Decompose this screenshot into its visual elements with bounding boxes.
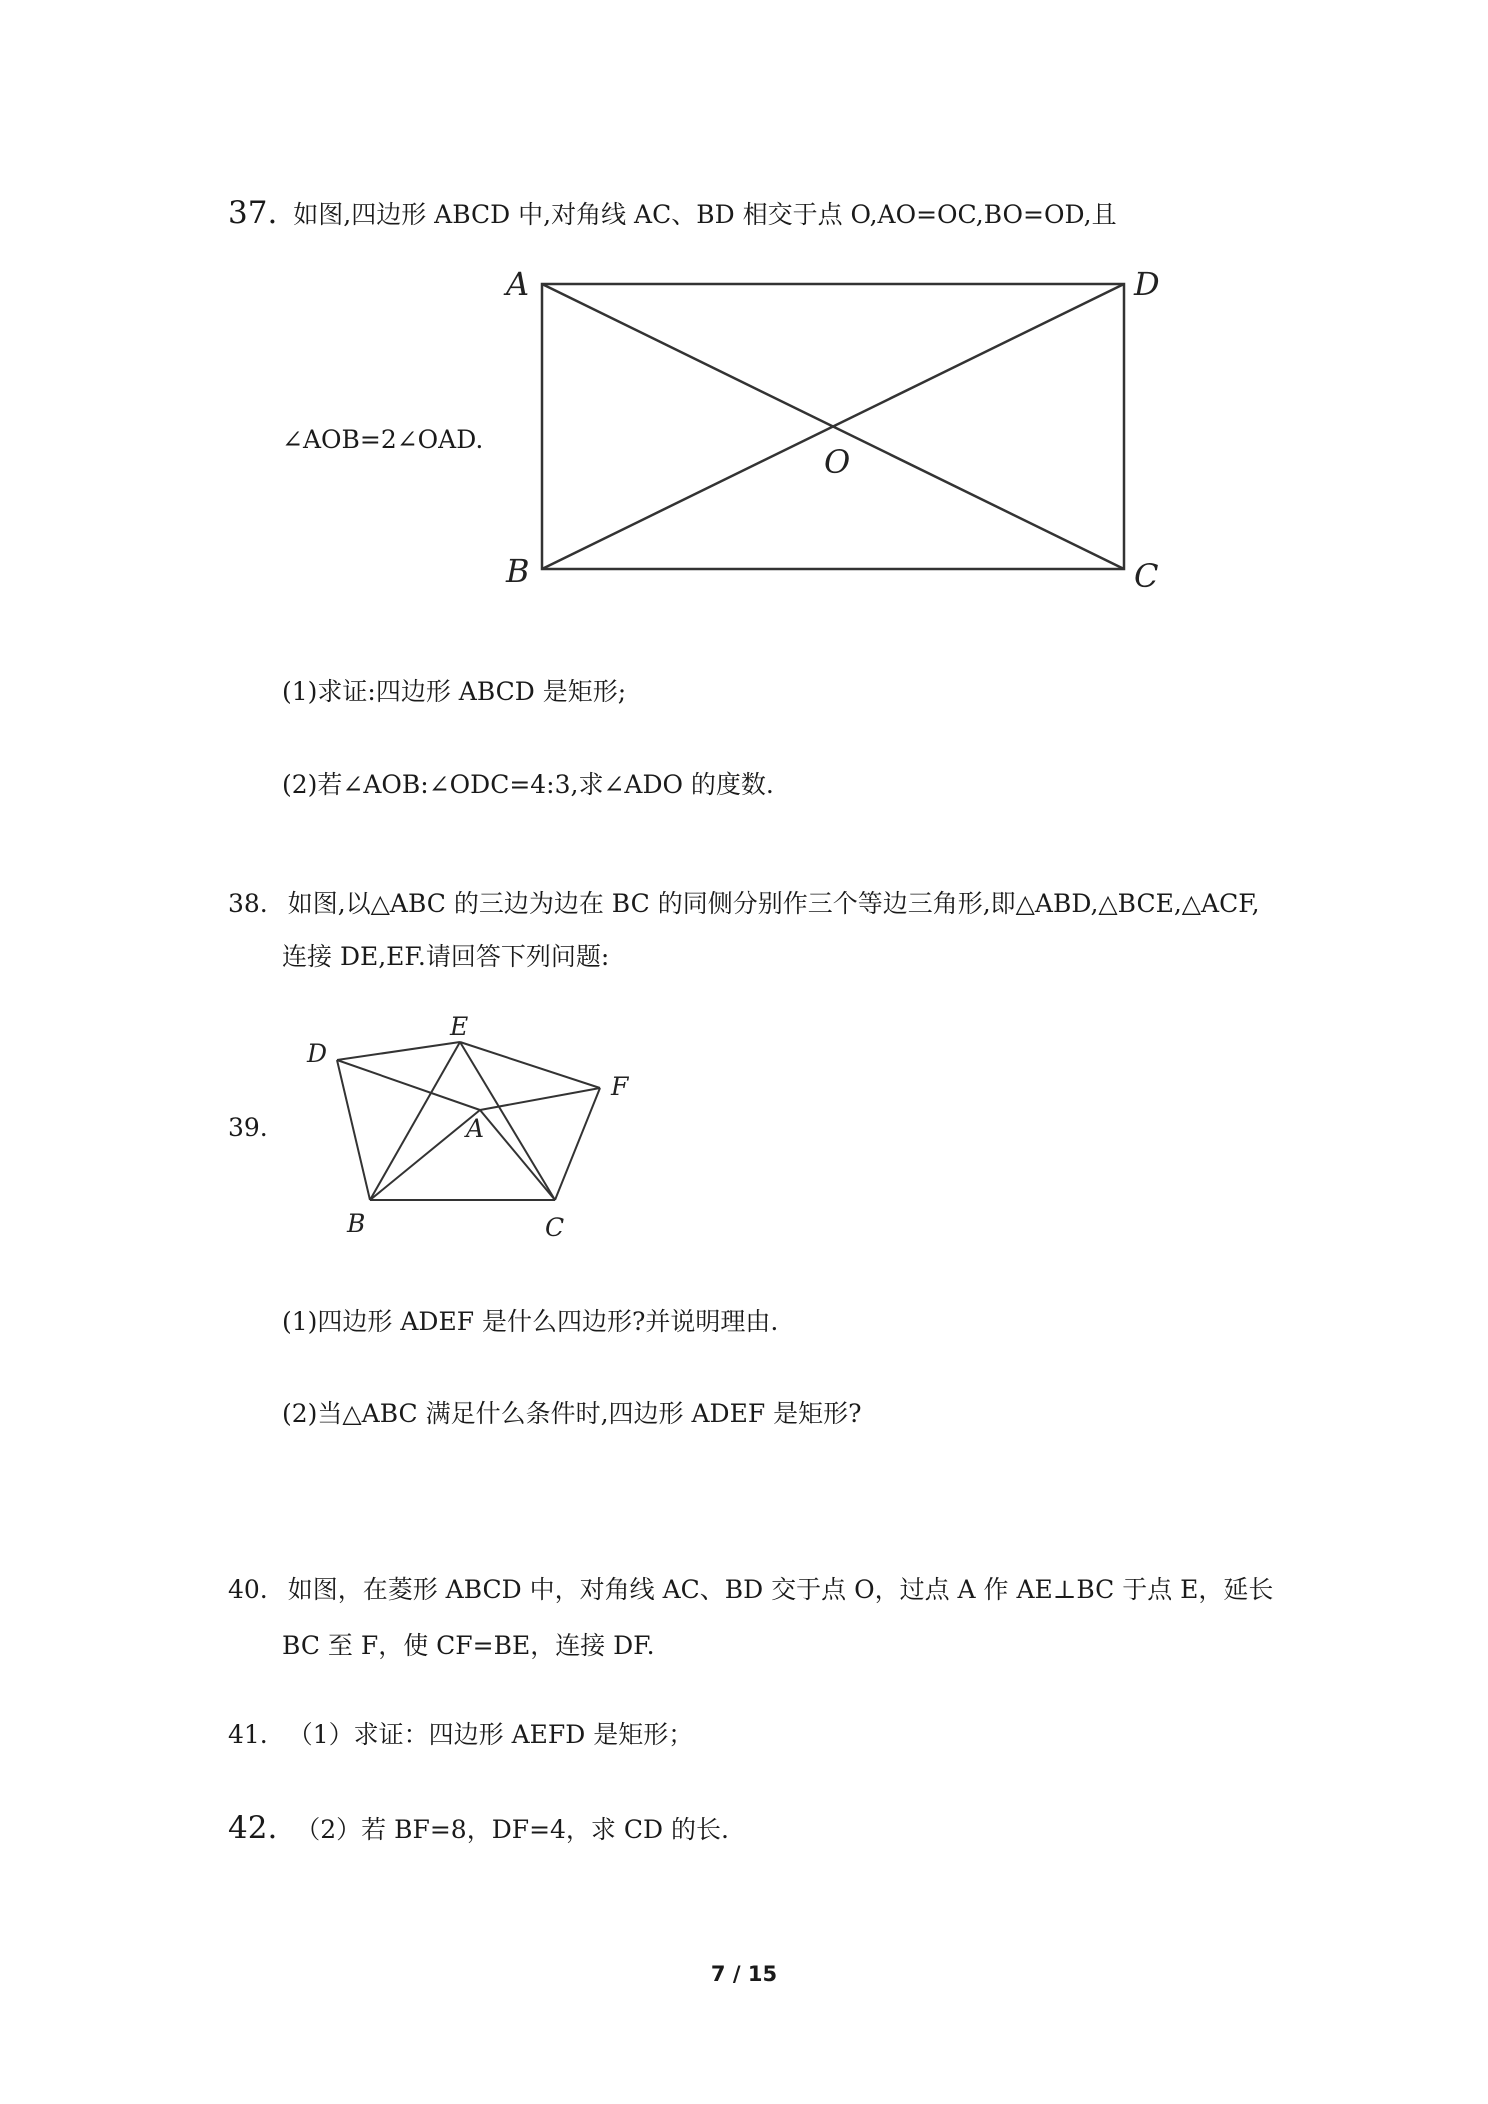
q37-part1: (1)求证:四边形 ABCD 是矩形; bbox=[282, 677, 627, 706]
label-a: A bbox=[506, 265, 530, 303]
label-o: O bbox=[824, 443, 851, 481]
q40-text-1: 如图，在菱形 ABCD 中，对角线 AC、BD 交于点 O，过点 A 作 AE⊥BC 于点 E，延长 bbox=[287, 1575, 1274, 1604]
q38-text-1: 如图,以△ABC 的三边为边在 BC 的同侧分别作三个等边三角形,即△ABD,△BCE,△ACF, bbox=[287, 889, 1260, 918]
page-number: 7 / 15 bbox=[710, 1962, 778, 1986]
q40-number: 40. bbox=[228, 1575, 268, 1604]
q42-text: （2）若 BF=8，DF=4，求 CD 的长. bbox=[295, 1815, 729, 1844]
q41-number: 41. bbox=[228, 1720, 268, 1749]
label-c: C bbox=[1134, 557, 1159, 595]
q39-line bbox=[228, 1113, 268, 1143]
q38-line2: 连接 DE,EF.请回答下列问题: bbox=[282, 942, 610, 971]
q40-line1 bbox=[228, 1575, 1273, 1605]
label-c: C bbox=[545, 1213, 565, 1240]
label-d: D bbox=[1134, 265, 1160, 303]
q37-part2: (2)若∠AOB:∠ODC=4:3,求∠ADO 的度数. bbox=[282, 770, 774, 799]
label-f: F bbox=[611, 1072, 629, 1101]
q42-number: 42. bbox=[228, 1810, 278, 1846]
q37-text: 如图,四边形 ABCD 中,对角线 AC、BD 相交于点 O,AO=OC,BO=OD,且 bbox=[293, 200, 1117, 229]
q39-part1: (1)四边形 ADEF 是什么四边形?并说明理由. bbox=[282, 1307, 779, 1336]
q37-line2: ∠AOB=2∠OAD. bbox=[282, 425, 484, 454]
q38-number: 38. bbox=[228, 889, 268, 918]
q41-line bbox=[228, 1720, 693, 1750]
q40-line2: BC 至 F，使 CF=BE，连接 DF. bbox=[282, 1631, 655, 1660]
q39-figure-triangles bbox=[295, 1010, 655, 1240]
q37-number: 37. bbox=[228, 195, 278, 231]
label-d: D bbox=[307, 1039, 328, 1068]
q39-part2: (2)当△ABC 满足什么条件时,四边形 ADEF 是矩形? bbox=[282, 1399, 862, 1428]
q38-line1 bbox=[228, 889, 1260, 919]
q41-text: （1）求证：四边形 AEFD 是矩形； bbox=[287, 1720, 694, 1749]
label-a: A bbox=[466, 1114, 485, 1143]
q42-line bbox=[228, 1810, 729, 1847]
q37-figure-rectangle bbox=[500, 255, 1180, 600]
q37-line1 bbox=[228, 195, 1117, 232]
label-b: B bbox=[506, 552, 530, 590]
q39-number: 39. bbox=[228, 1113, 268, 1142]
label-b: B bbox=[347, 1209, 366, 1238]
label-e: E bbox=[450, 1012, 469, 1041]
